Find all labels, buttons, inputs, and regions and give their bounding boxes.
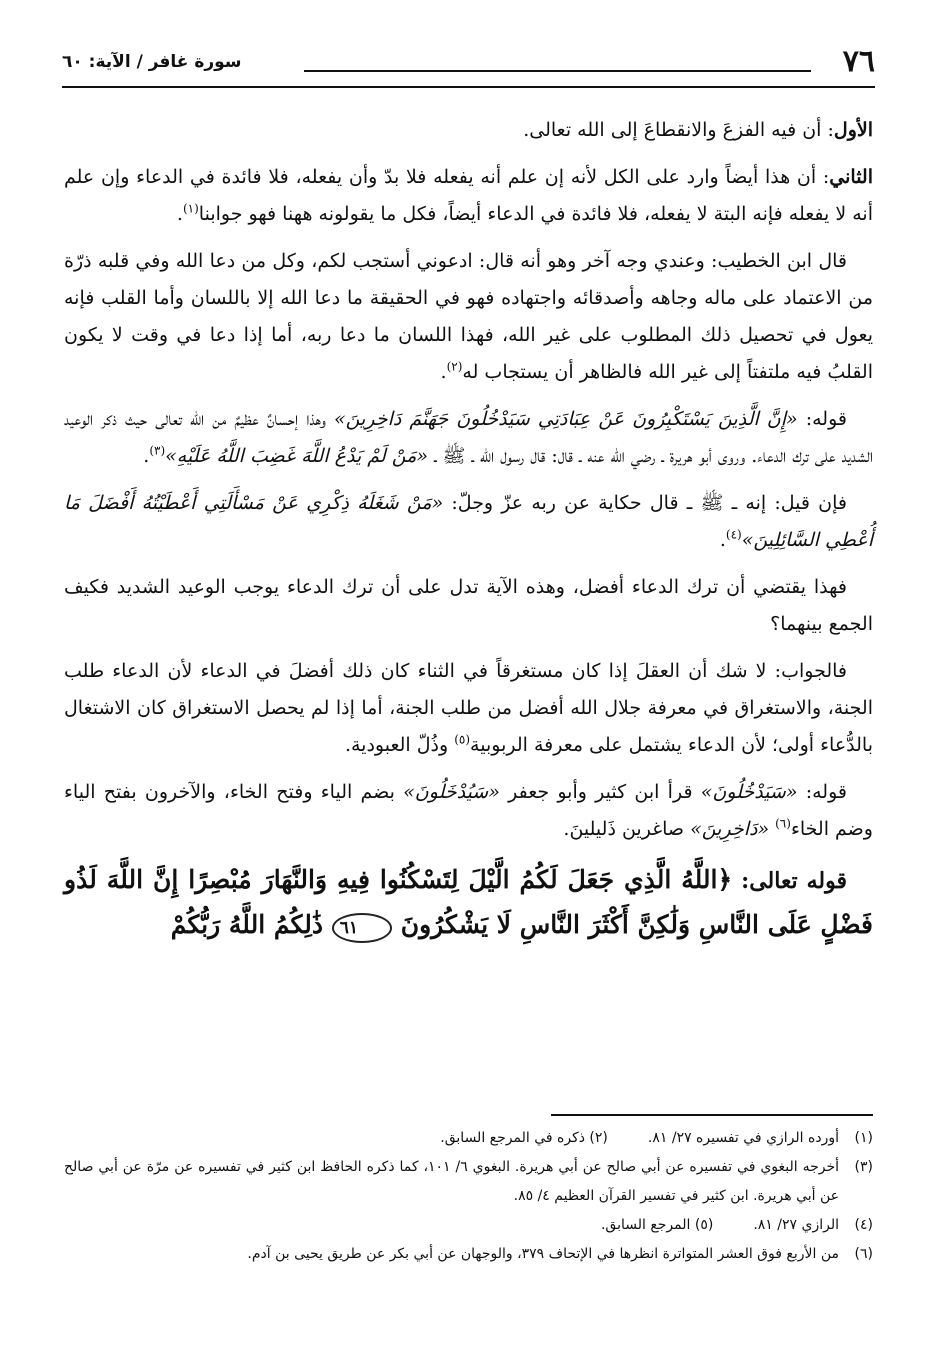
paragraph-second-point — [64, 159, 873, 233]
footnote-number: (٣) — [854, 1159, 873, 1175]
paragraph-answer — [64, 653, 873, 764]
quran-verse: ذَٰلِكُمُ اللَّهُ رَبُّكُمْ — [170, 910, 332, 939]
hadith-quote: «مَنْ لَمْ يَدْعُ اللَّهَ غَضِبَ اللَّهُ عَلَيْهِ» — [165, 445, 429, 467]
paragraph-text: . — [176, 203, 183, 225]
footnote-number: (٢) — [589, 1130, 608, 1146]
footnote-item — [64, 1211, 873, 1240]
paragraph-text: صاغرين ذَليلينَ. — [563, 818, 691, 840]
paragraph-text: : أن هذا أيضاً وارد على الكل لأنه إن علم أنه يفعله فلا بدّ وأن يفعله، فلا فائدة في الدعاء وإن علم أنه لا يفعله فإنه البتة لا يفعله، فلا فائدة في الدعاء أيضاً، فكل ما يقولونه ههنا فهو جوابنا — [64, 166, 873, 225]
footnote-text: أورده الرازي في تفسيره ٢٧/ ٨١. — [647, 1130, 839, 1146]
header-rule — [62, 86, 875, 88]
paragraph-verse — [64, 858, 873, 947]
footnote-number: (٦) — [854, 1246, 873, 1262]
paragraph-text: . — [719, 529, 726, 551]
paragraph-question — [64, 569, 873, 643]
footnote-item — [64, 1124, 873, 1153]
paragraph-text: قوله: — [797, 408, 847, 430]
footnotes — [64, 1124, 873, 1269]
footnote-ref: (٢) — [446, 359, 463, 374]
point-label: الثاني — [829, 166, 873, 188]
page-number: ٧٦ — [842, 44, 875, 79]
quran-word: «دَاخِرِينَ» — [690, 818, 770, 840]
paragraph-text: فهذا يقتضي أن ترك الدعاء أفضل، وهذه الآية تدل على أن ترك الدعاء يوجب الوعيد الشديد فكيف الجمع بينهما؟ — [64, 576, 873, 635]
footnote-ref: (٣) — [149, 443, 166, 458]
quran-verse: ﴿اللَّهُ الَّذِي جَعَلَ لَكُمُ الَّيْلَ لِتَسْكُنُوا فِيهِ وَالنَّهَارَ مُبْصِرًا إِنَّ اللَّهَ لَذُو فَضْلٍ عَلَى النَّاسِ وَلَٰكِنَّ أَكْثَرَ النَّاسِ لَا يَشْكُرُونَ — [64, 865, 873, 939]
paragraph-ibn-khatib — [64, 243, 873, 391]
footnote-text: أخرجه البغوي في تفسيره عن أبي صالح عن أبي هريرة. البغوي ٦/ ١٠١، كما ذكره الحافظ ابن كثير في تفسيره عن مرّة عن أبي صالح عن أبي هريرة. ابن كثير في تفسير القرآن العظيم ٤/ ٨٥. — [64, 1159, 840, 1204]
footnote-text: الرازي ٢٧/ ٨١. — [753, 1217, 839, 1233]
running-title: سورة غافر / الآية: ٦٠ — [62, 52, 242, 72]
footnote-ref: (١) — [182, 201, 199, 216]
quran-word: «سَيُدْخَلُونَ» — [403, 781, 500, 803]
paragraph-text: : أن فيه الفزعَ والانقطاعَ إلى الله تعالى. — [523, 119, 834, 141]
paragraph-text: قوله تعالى: — [732, 868, 847, 894]
paragraph-text: فإن قيل: إنه ـ ﷺ ـ قال حكاية عن ربه عزّ وجلّ: — [443, 492, 848, 514]
footnote-text: من الأربع فوق العشر المتواترة انظرها في الإتحاف ٣٧٩، والوجهان عن أبي بكر عن طريق يحيى بن آدم. — [247, 1246, 839, 1262]
verse-number-marker: ٦١ — [332, 913, 392, 943]
footnote-text: ذكره في المرجع السابق. — [440, 1130, 585, 1146]
main-text — [64, 112, 873, 957]
paragraph-text: . — [440, 361, 447, 383]
paragraph-text: قوله: — [797, 781, 847, 803]
footnote-item — [64, 1153, 873, 1211]
footnote-item — [64, 1240, 873, 1269]
paragraph-objection — [64, 485, 873, 559]
header-dash-line — [304, 70, 811, 72]
footnote-ref: (٥) — [454, 732, 471, 747]
paragraph-first-point — [64, 112, 873, 149]
paragraph-text: فالجواب: لا شك أن العقلَ إذا كان مستغرقاً في الثناء كان ذلك أفضلَ في الدعاء لأن الدعاء طلب الجنة، والاستغراق في معرفة جلال الله أفضل من طلب الجنة، أما إذا لم يحصل الاستغراق كان الاشتغال بالدُّعاء أولى؛ لأن الدعاء يشتمل على معرفة الربوبية — [64, 660, 873, 756]
paragraph-text: بضم الياء وفتح الخاء، والآخرون بفتح الياء وضم الخاء — [64, 781, 873, 840]
quran-word: «سَيَدْخُلُونَ» — [700, 781, 798, 803]
footnote-number: (٤) — [854, 1217, 873, 1233]
hadith-quote: «مَنْ شَغَلَهُ ذِكْرِي عَنْ مَسْأَلَتِي أَعْطَيْتُهُ أَفْضَلَ مَا أُعْطِي السَّائِلِينَ» — [64, 492, 873, 551]
paragraph-text: قال ابن الخطيب: وعندي وجه آخر وهو أنه قال: ادعوني أستجب لكم، وكل من دعا الله وفي قلبه ذرّة من الاعتماد على ماله وجاهه وأصدقائه واجتهاده فهو في الحقيقة ما دعا الله إلا باللسان وأما القلب فإنه يعول في تحصيل ذلك المطلوب على غير الله، فهذا اللسان ما دعا ربه، أما إذا دعا في وقت لا يكون القلبُ فيه ملتفتاً إلى غير الله فالظاهر أن يستجاب له — [64, 250, 873, 383]
footnote-number: (١) — [854, 1130, 873, 1146]
point-label: الأول — [833, 119, 873, 141]
footnote-ref: (٦) — [775, 816, 791, 831]
footnote-ref: (٤) — [725, 527, 742, 542]
footnote-separator — [551, 1114, 873, 1116]
paragraph-text: وذُلّ العبودية. — [344, 734, 455, 756]
paragraph-text: قرأ ابن كثير وأبو جعفر — [499, 781, 701, 803]
running-header — [62, 40, 875, 90]
paragraph-text: . — [143, 445, 150, 467]
quran-quote: «إِنَّ الَّذِينَ يَسْتَكْبِرُونَ عَنْ عِبَادَتِي سَيَدْخُلُونَ جَهَنَّمَ دَاخِرِينَ» — [334, 408, 798, 430]
footnote-number: (٥) — [694, 1217, 714, 1233]
paragraph-text: وهذا إحسانٌ عظيمٌ من الله تعالى حيث ذكر الوعيد الشديد على ترك الدعاء. وروى أبو هريرة ـ رضي الله عنه ـ قال: قال رسول الله ـ ﷺ ـ — [64, 408, 873, 467]
paragraph-verse-comment — [64, 401, 873, 475]
footnote-text: المرجع السابق. — [600, 1217, 691, 1233]
paragraph-readings — [64, 774, 873, 848]
